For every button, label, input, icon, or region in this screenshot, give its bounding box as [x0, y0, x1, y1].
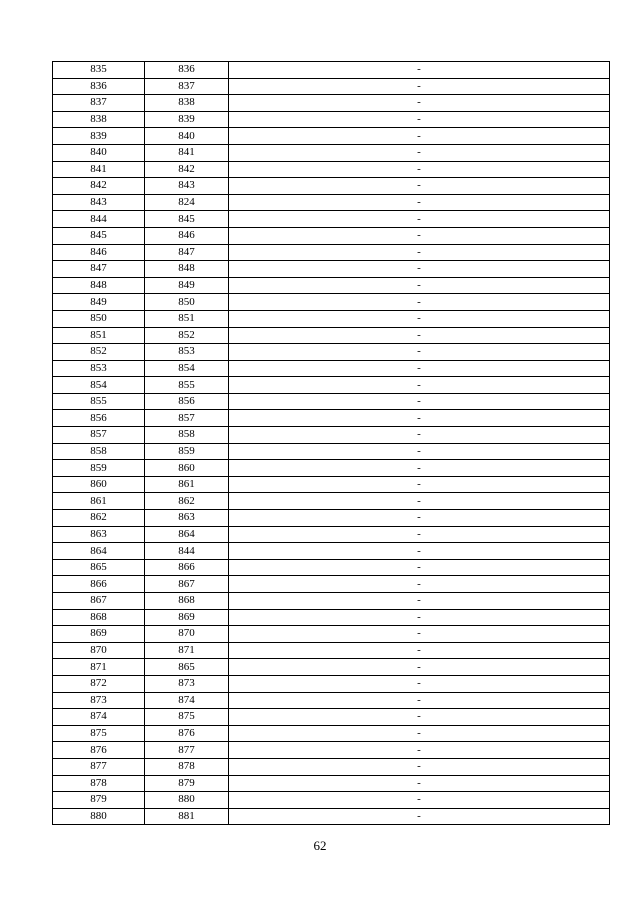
data-table [52, 61, 610, 825]
table-row [53, 593, 610, 610]
table-row [53, 659, 610, 676]
table-cell: 879 [145, 775, 229, 792]
table-cell: 881 [145, 808, 229, 825]
table-row [53, 493, 610, 510]
table-cell: 851 [145, 310, 229, 327]
table-row [53, 576, 610, 593]
table-row [53, 62, 610, 79]
table-cell: 835 [53, 62, 145, 79]
table-cell: 876 [53, 742, 145, 759]
table-cell: 864 [145, 526, 229, 543]
table-cell: 847 [53, 261, 145, 278]
table-row [53, 327, 610, 344]
table-row [53, 410, 610, 427]
table-cell: 857 [145, 410, 229, 427]
table-cell: 863 [53, 526, 145, 543]
table-cell: 841 [145, 144, 229, 161]
table-cell: 853 [145, 344, 229, 361]
table-cell: 853 [53, 360, 145, 377]
table-cell: 839 [145, 111, 229, 128]
table-cell: - [229, 493, 610, 510]
table-row [53, 277, 610, 294]
table-cell: 841 [53, 161, 145, 178]
table-cell: 869 [145, 609, 229, 626]
table-cell: 840 [145, 128, 229, 145]
table-row [53, 758, 610, 775]
table-cell: - [229, 377, 610, 394]
table-row [53, 377, 610, 394]
table-row [53, 161, 610, 178]
table-cell: 837 [145, 78, 229, 95]
table-cell: 871 [145, 642, 229, 659]
table-cell: 856 [53, 410, 145, 427]
table-cell: 846 [53, 244, 145, 261]
table-cell: 862 [145, 493, 229, 510]
table-cell: - [229, 642, 610, 659]
table-cell: - [229, 510, 610, 527]
table-cell: 871 [53, 659, 145, 676]
table-cell: 877 [145, 742, 229, 759]
table-cell: - [229, 78, 610, 95]
table-row [53, 510, 610, 527]
table-cell: 859 [53, 460, 145, 477]
table-cell: - [229, 742, 610, 759]
table-cell: 836 [145, 62, 229, 79]
table-cell: - [229, 792, 610, 809]
table-cell: - [229, 360, 610, 377]
table-cell: 873 [53, 692, 145, 709]
table-cell: 824 [145, 194, 229, 211]
table-cell: - [229, 709, 610, 726]
table-cell: 878 [145, 758, 229, 775]
table-cell: - [229, 443, 610, 460]
table-cell: - [229, 725, 610, 742]
table-cell: 867 [145, 576, 229, 593]
table-cell: - [229, 393, 610, 410]
table-cell: 862 [53, 510, 145, 527]
table-cell: 875 [53, 725, 145, 742]
table-cell: 866 [53, 576, 145, 593]
table-row [53, 310, 610, 327]
table-cell: 869 [53, 626, 145, 643]
table-cell: 880 [53, 808, 145, 825]
table-cell: - [229, 95, 610, 112]
table-row [53, 609, 610, 626]
table-row [53, 775, 610, 792]
table-cell: - [229, 559, 610, 576]
table-cell: 851 [53, 327, 145, 344]
table-row [53, 393, 610, 410]
table-row [53, 476, 610, 493]
table-cell: 849 [53, 294, 145, 311]
table-cell: - [229, 161, 610, 178]
table-cell: - [229, 692, 610, 709]
table-cell: 874 [53, 709, 145, 726]
table-cell: 865 [53, 559, 145, 576]
table-cell: 836 [53, 78, 145, 95]
table-row [53, 244, 610, 261]
table-cell: 855 [145, 377, 229, 394]
table-cell: - [229, 526, 610, 543]
table-cell: - [229, 410, 610, 427]
table-row [53, 460, 610, 477]
table-cell: 866 [145, 559, 229, 576]
table-cell: 837 [53, 95, 145, 112]
table-cell: 842 [53, 178, 145, 195]
table-cell: - [229, 244, 610, 261]
table-cell: - [229, 310, 610, 327]
table-cell: - [229, 194, 610, 211]
table-row [53, 642, 610, 659]
table-row [53, 144, 610, 161]
page-number: 62 [313, 838, 327, 853]
table-cell: - [229, 111, 610, 128]
table-row [53, 344, 610, 361]
table-row [53, 360, 610, 377]
table-cell: 870 [53, 642, 145, 659]
table-row [53, 211, 610, 228]
table-cell: 873 [145, 675, 229, 692]
table-cell: 848 [53, 277, 145, 294]
table-row [53, 675, 610, 692]
table-cell: - [229, 808, 610, 825]
table-cell: - [229, 476, 610, 493]
table-cell: 849 [145, 277, 229, 294]
table-cell: 854 [145, 360, 229, 377]
table-row [53, 559, 610, 576]
table-cell: 867 [53, 593, 145, 610]
table-cell: - [229, 427, 610, 444]
table-cell: - [229, 675, 610, 692]
table-cell: - [229, 626, 610, 643]
table-cell: - [229, 344, 610, 361]
table-cell: 848 [145, 261, 229, 278]
table-cell: 877 [53, 758, 145, 775]
table-cell: 860 [53, 476, 145, 493]
table-cell: - [229, 144, 610, 161]
table-row [53, 725, 610, 742]
table-cell: - [229, 294, 610, 311]
table-cell: 843 [145, 178, 229, 195]
table-row [53, 427, 610, 444]
table-row [53, 543, 610, 560]
table-cell: - [229, 277, 610, 294]
table-cell: - [229, 62, 610, 79]
table-cell: 858 [145, 427, 229, 444]
table-row [53, 95, 610, 112]
table-cell: 838 [145, 95, 229, 112]
table-cell: - [229, 576, 610, 593]
table-cell: - [229, 593, 610, 610]
table-cell: 856 [145, 393, 229, 410]
table-cell: 845 [145, 211, 229, 228]
table-row [53, 792, 610, 809]
table-cell: 850 [145, 294, 229, 311]
table-cell: - [229, 327, 610, 344]
table-cell: 878 [53, 775, 145, 792]
table-cell: 852 [53, 344, 145, 361]
table-cell: 876 [145, 725, 229, 742]
table-row [53, 626, 610, 643]
table-cell: - [229, 609, 610, 626]
table-cell: 843 [53, 194, 145, 211]
table-cell: 838 [53, 111, 145, 128]
table-cell: - [229, 211, 610, 228]
table-cell: 880 [145, 792, 229, 809]
table-cell: 861 [53, 493, 145, 510]
table-row [53, 194, 610, 211]
table-cell: 879 [53, 792, 145, 809]
table-cell: 864 [53, 543, 145, 560]
table-cell: - [229, 758, 610, 775]
table-cell: 870 [145, 626, 229, 643]
table-cell: - [229, 227, 610, 244]
table-row [53, 128, 610, 145]
table-body [53, 62, 610, 825]
table-row [53, 261, 610, 278]
table-row [53, 526, 610, 543]
table-row [53, 709, 610, 726]
table-cell: 845 [53, 227, 145, 244]
table-row [53, 692, 610, 709]
table-cell: 868 [145, 593, 229, 610]
table-cell: - [229, 128, 610, 145]
table-row [53, 808, 610, 825]
table-row [53, 78, 610, 95]
table-cell: 855 [53, 393, 145, 410]
table-cell: 872 [53, 675, 145, 692]
table-cell: 858 [53, 443, 145, 460]
table-cell: 840 [53, 144, 145, 161]
table-cell: 850 [53, 310, 145, 327]
table-row [53, 294, 610, 311]
table-cell: 852 [145, 327, 229, 344]
table-row [53, 742, 610, 759]
table-cell: 863 [145, 510, 229, 527]
table-cell: - [229, 460, 610, 477]
table-row [53, 443, 610, 460]
table-cell: - [229, 261, 610, 278]
table-cell: 868 [53, 609, 145, 626]
table-cell: - [229, 178, 610, 195]
table-cell: 861 [145, 476, 229, 493]
table-cell: 875 [145, 709, 229, 726]
table-cell: 859 [145, 443, 229, 460]
table-cell: - [229, 775, 610, 792]
table-cell: 839 [53, 128, 145, 145]
table-cell: 844 [53, 211, 145, 228]
table-cell: 842 [145, 161, 229, 178]
table-cell: 857 [53, 427, 145, 444]
table-row [53, 178, 610, 195]
table-row [53, 227, 610, 244]
table-cell: 874 [145, 692, 229, 709]
table-cell: 847 [145, 244, 229, 261]
table-cell: 854 [53, 377, 145, 394]
table-cell: 846 [145, 227, 229, 244]
table-cell: - [229, 543, 610, 560]
table-cell: 860 [145, 460, 229, 477]
table-row [53, 111, 610, 128]
table-cell: - [229, 659, 610, 676]
table-cell: 844 [145, 543, 229, 560]
table-cell: 865 [145, 659, 229, 676]
